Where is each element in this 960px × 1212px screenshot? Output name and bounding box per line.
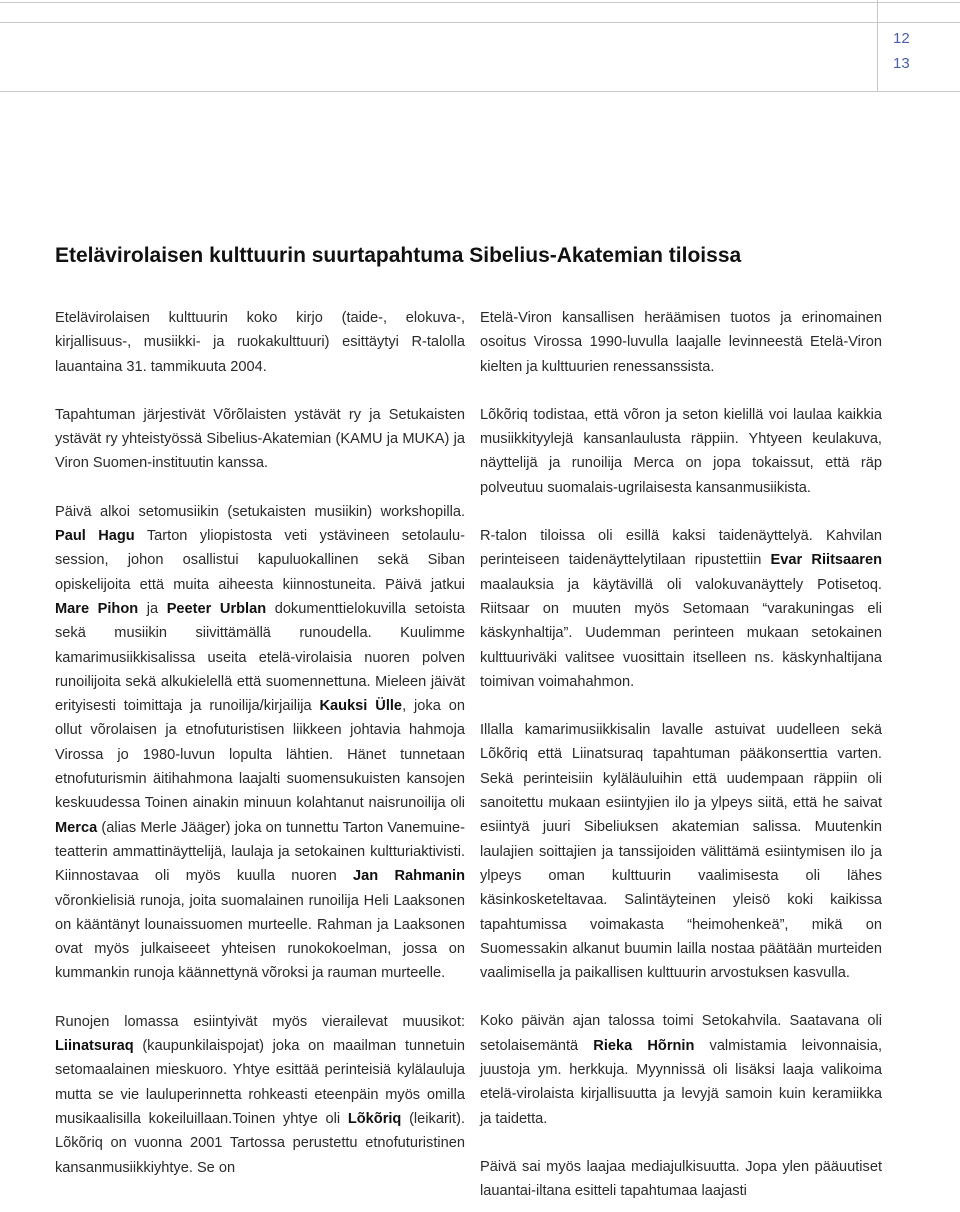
person-name: Evar Riitsaaren	[770, 552, 882, 569]
left-paragraph-1: Etelävirolaisen kulttuurin koko kirjo (taide-, elokuva-, kirjallisuus-, musiikki- ja ruokakulttuuri) esittäytyi R-talolla lauantaina 31. tammikuuta 2004.	[55, 310, 465, 375]
person-name: Merca	[55, 819, 98, 836]
person-name: Jan Rahmanin	[353, 868, 465, 885]
right-paragraph-4: Illalla kamarimusiikkisalin lavalle astuivat uudelleen sekä Lõkõriq että Liinatsuraq tapahtuman pääkonserttia varten. Sekä perinteisiin kyläläuluihin että uudempaan räppiin oli sanoitettu mukaan esiintyjien ilo ja ylpeys siitä, että he saivat esiintyä juuri Sibeliuksen akatemian salissa. Muutenkin laulajien soittajien ja tanssijoiden välittämä esiintymisen ilo ja ylpeys oman kulttuurin vaalimisesta oli lähes käsinkosketeltavaa. Salintäyteinen yleisö koki kaikissa tapahtumissa voimakasta “heimohenkeä”, mikä on Suomessakin alkanut buumin lailla nostaa päätään murteiden vaalimisella ja paikallisen kulttuurin arvostuksen kasvulla.	[480, 722, 882, 982]
article-title: Etelävirolaisen kulttuurin suurtapahtuma Sibelius-Akatemian tiloissa	[55, 244, 742, 267]
text-segment: (leikarit). Lõkõriq on vuonna 2001 Tartossa perustettu etnofuturistinen kansanmusiikkiyhtye. Se on	[55, 1110, 466, 1176]
text-segment: Koko päivän ajan talossa toimi Setokahvila. Saatavana oli setolaisemäntä	[480, 1013, 882, 1054]
text-segment: (alias Merle Jääger) joka on tunnettu Tarton Vanemuine-teatterin ammattinäyttelijä, laulaja ja setokainen kultturiaktivisti. Kiinnostavaa oli myös kuulla nuoren	[55, 819, 465, 885]
left-paragraph-2: Tapahtuman järjestivät Võrõlaisten ystävät ry ja Setukaisten ystävät ry yhteistyössä Sibelius-Akatemian (KAMU ja MUKA) ja Viron Suomen-instituutin kanssa.	[55, 406, 465, 472]
right-column	[480, 306, 882, 1204]
right-paragraph-5	[480, 1009, 882, 1130]
band-name: Lõkõriq	[347, 1110, 402, 1127]
text-segment: dokumenttielokuvilla setoista sekä musiikin siivittämällä runoudella. Kuulimme kamarimusiikkisalissa useita etelä-virolaisia nuoren polven runoilijoita sekä alkukielellä että suomennettuna. Mieleen jäivät erityisesti toimittaja ja runoilija/kirjailija	[55, 600, 465, 715]
text-segment: , joka on ollut võrolaisen ja etnofuturistisen liikkeen johtavia hahmoja Virossa jo 1980-luvun lopulta lähtien. Hänet tunnetaan etnofuturismin äitihahmona laajalti suomensukuisten kansojen keskuudessa Toinen ainakin minuun kolahtanut naisrunoilija oli	[55, 698, 465, 812]
left-paragraph-3	[55, 500, 465, 986]
header-rule-top	[0, 2, 960, 3]
right-paragraph-6: Päivä sai myös laajaa mediajulkisuutta. Jopa ylen pääuutiset lauantai-iltana esitteli tapahtumaa laajasti	[480, 1158, 882, 1200]
header-rule-bottom	[0, 91, 960, 92]
text-segment: Runojen lomassa esiintyivät myös vierailevat muusikot:	[55, 1013, 465, 1030]
person-name: Paul Hagu	[55, 528, 135, 545]
page-number-13: 13	[893, 55, 910, 72]
person-name: Kauksi Ülle	[319, 698, 403, 715]
left-paragraph-4	[55, 1010, 465, 1180]
text-segment: ja	[138, 600, 167, 617]
text-segment: valmistamia leivonnaisia, juustoja ym. herkkuja. Myynnissä oli lisäksi laaja valikoima etelä-virolaista kirjallisuutta ja levyjä samoin kuin keramiikka ja taidetta.	[480, 1037, 883, 1127]
page-number-12: 12	[893, 30, 910, 47]
person-name: Mare Pihon	[55, 600, 139, 617]
band-name: Liinatsuraq	[55, 1038, 134, 1055]
text-segment: maalauksia ja käytävillä oli valokuvanäyttely Potisetoq. Riitsaar on muuten myös Setomaan “varakuningas eli käskynhaltija”. Uudemman perinteen mukaan setokainen kulttuuriväki valitsee vuosittain itselleen ns. käskynhaltijana toimivan voimahahmon.	[480, 576, 882, 690]
text-segment: võronkielisiä runoja, joita suomalainen runoilija Heli Laaksonen on kääntänyt lounaissuomen murteelle. Rahman ja Laaksonen ovat myös julkaiseeet yhteisen runokokoelman, jossa on kummankin runoja käännettynä võroksi ja rauman murteelle.	[55, 892, 465, 982]
text-segment: Tarton yliopistosta veti ystävineen setolaulu-session, johon osallistui kapuluokallinen sekä Siban opiskelijoita että muita aiheesta kiinnostuneita. Päivä jatkui	[55, 528, 465, 593]
person-name: Rieka Hõrnin	[593, 1037, 695, 1054]
right-paragraph-2: Lõkõriq todistaa, että võron ja seton kielillä voi laulaa kaikkia musiikkityylejä kansanlaulusta räppiin. Yhtyeen keulakuva, näyttelijä ja runoilija Merca on jopa tokaissut, että räp polveutuu suomalais-ugrilaisesta kansanmusiikista.	[480, 406, 882, 496]
right-paragraph-1: Etelä-Viron kansallisen heräämisen tuotos ja erinomainen osoitus Virossa 1990-luvulla laajalle levinneestä Etelä-Viron kielten ja kulttuurien renessanssista.	[480, 310, 882, 375]
text-segment: (kaupunkilaispojat) joka on maailman tunnetuin setomaalainen mieskuoro. Yhtye esittää perinteisiä kylälauluja mutta se vie lauluperinnetta rohkeasti eteenpäin myös omilla musikaalisilla kokeiluillaan.Toinen yhtye oli	[55, 1038, 465, 1127]
left-column	[55, 306, 465, 1180]
text-segment: Päivä alkoi setomusiikin (setukaisten musiikin) workshopilla.	[55, 503, 465, 520]
text-segment: R-talon tiloissa oli esillä kaksi taidenäyttelyä. Kahvilan perinteiseen taidenäyttelytilaan ripustettiin	[480, 528, 882, 569]
right-paragraph-3	[480, 524, 882, 694]
header-rule-middle	[0, 22, 960, 23]
header-divider	[877, 0, 878, 92]
person-name: Peeter Urblan	[166, 600, 267, 617]
